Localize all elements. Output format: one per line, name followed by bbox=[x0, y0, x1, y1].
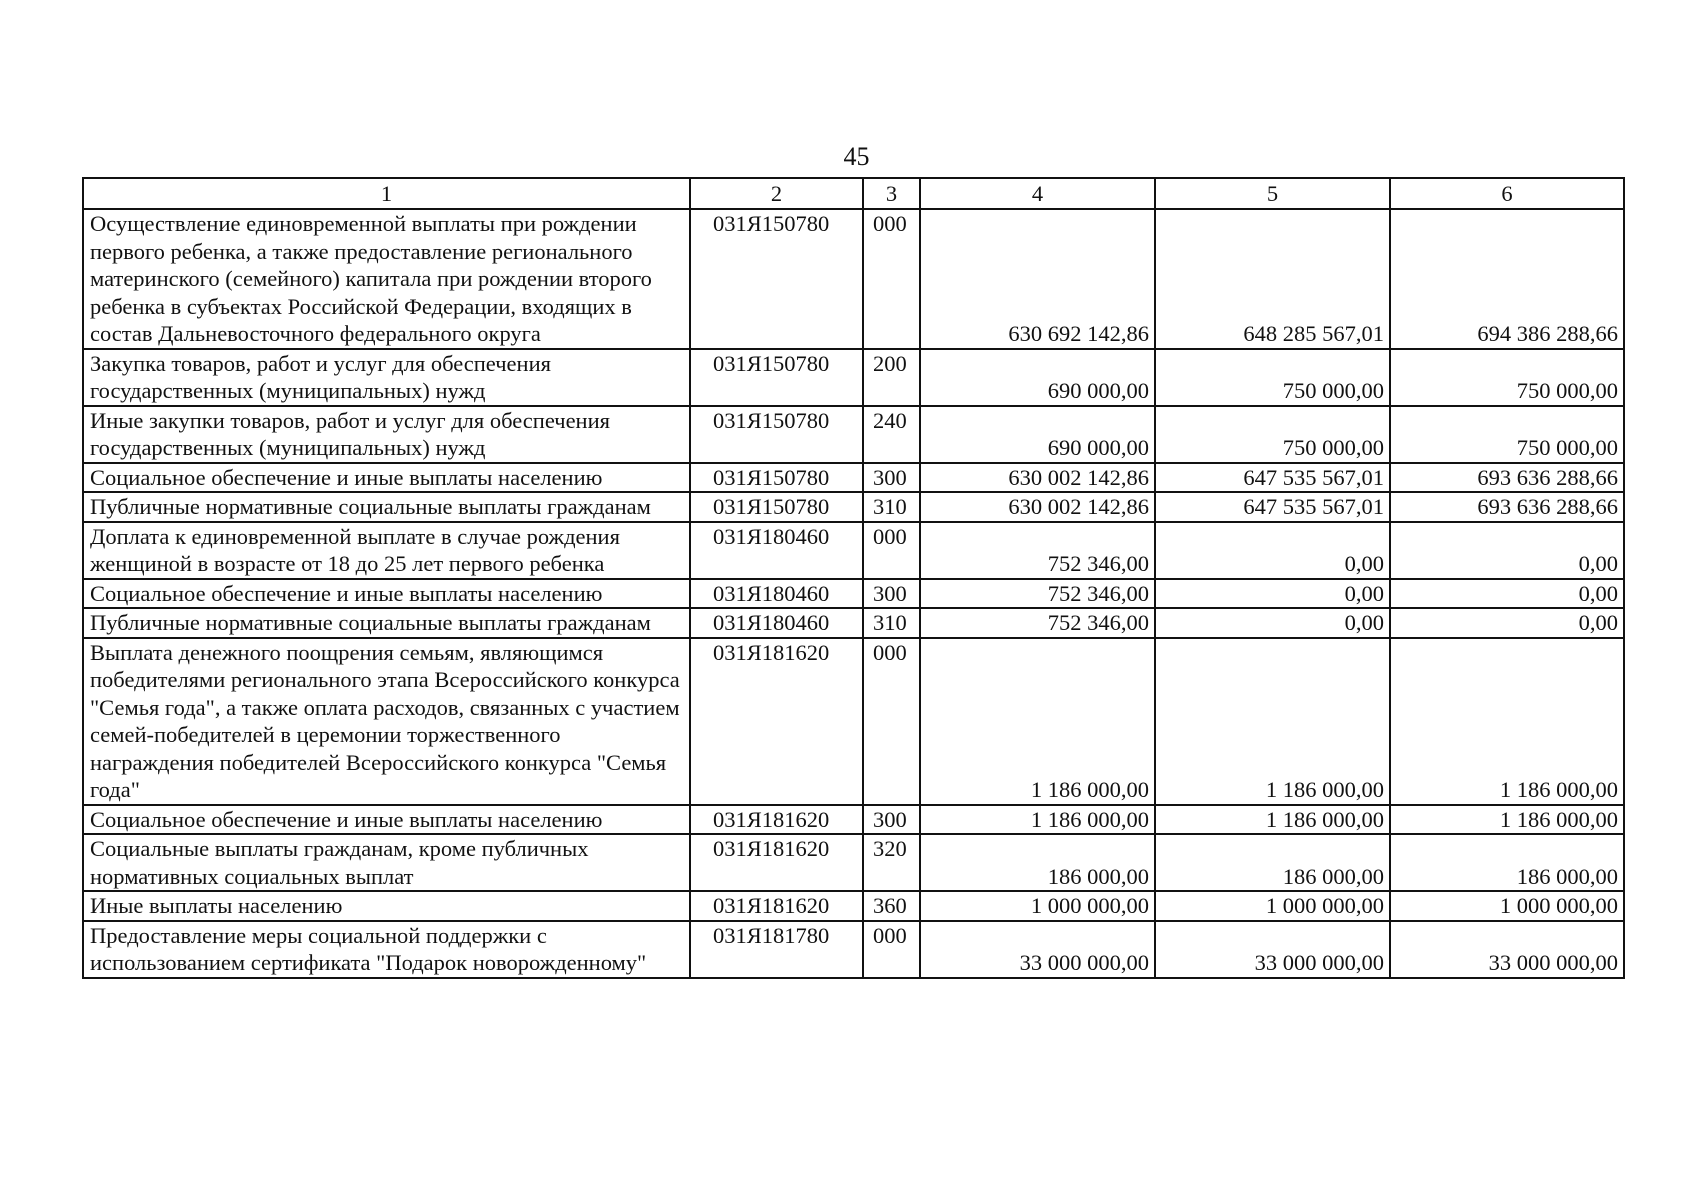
expense-name: Социальные выплаты гражданам, кроме публичных нормативных социальных выплат bbox=[83, 834, 690, 891]
amount-col-6: 0,00 bbox=[1390, 608, 1624, 638]
table-row bbox=[83, 579, 1624, 609]
target-article-code: 031Я150780 bbox=[690, 406, 863, 463]
column-header: 6 bbox=[1390, 178, 1624, 209]
amount-col-4: 186 000,00 bbox=[920, 834, 1155, 891]
amount-col-6: 1 000 000,00 bbox=[1390, 891, 1624, 921]
amount-col-5: 647 535 567,01 bbox=[1155, 463, 1390, 493]
expense-name: Публичные нормативные социальные выплаты гражданам bbox=[83, 492, 690, 522]
expense-type-code: 240 bbox=[863, 406, 920, 463]
amount-col-6: 693 636 288,66 bbox=[1390, 492, 1624, 522]
table-row bbox=[83, 608, 1624, 638]
table-header-row bbox=[83, 178, 1624, 209]
expense-name: Социальное обеспечение и иные выплаты населению bbox=[83, 579, 690, 609]
expense-type-code: 310 bbox=[863, 608, 920, 638]
target-article-code: 031Я181620 bbox=[690, 834, 863, 891]
expense-name: Выплата денежного поощрения семьям, являющимся победителями регионального этапа Всероссийского конкурса "Семья года", а также оплата расходов, связанных с участием семей-победителей в церемонии торжественного награждения победителей Всероссийского конкурса "Семья года" bbox=[83, 638, 690, 805]
amount-col-4: 1 186 000,00 bbox=[920, 638, 1155, 805]
expense-name: Иные выплаты населению bbox=[83, 891, 690, 921]
table-row bbox=[83, 209, 1624, 349]
amount-col-4: 690 000,00 bbox=[920, 406, 1155, 463]
expense-type-code: 000 bbox=[863, 638, 920, 805]
amount-col-5: 186 000,00 bbox=[1155, 834, 1390, 891]
target-article-code: 031Я180460 bbox=[690, 608, 863, 638]
amount-col-5: 648 285 567,01 bbox=[1155, 209, 1390, 349]
table-row bbox=[83, 406, 1624, 463]
expense-name: Социальное обеспечение и иные выплаты населению bbox=[83, 805, 690, 835]
expense-name: Закупка товаров, работ и услуг для обеспечения государственных (муниципальных) нужд bbox=[83, 349, 690, 406]
amount-col-4: 1 000 000,00 bbox=[920, 891, 1155, 921]
expense-name: Доплата к единовременной выплате в случае рождения женщиной в возрасте от 18 до 25 лет первого ребенка bbox=[83, 522, 690, 579]
amount-col-5: 750 000,00 bbox=[1155, 406, 1390, 463]
amount-col-5: 750 000,00 bbox=[1155, 349, 1390, 406]
column-header: 1 bbox=[83, 178, 690, 209]
amount-col-5: 0,00 bbox=[1155, 579, 1390, 609]
expense-type-code: 000 bbox=[863, 209, 920, 349]
expense-type-code: 000 bbox=[863, 921, 920, 978]
amount-col-6: 1 186 000,00 bbox=[1390, 638, 1624, 805]
amount-col-4: 752 346,00 bbox=[920, 608, 1155, 638]
table-row bbox=[83, 805, 1624, 835]
expense-type-code: 000 bbox=[863, 522, 920, 579]
target-article-code: 031Я181620 bbox=[690, 805, 863, 835]
target-article-code: 031Я150780 bbox=[690, 492, 863, 522]
amount-col-5: 1 000 000,00 bbox=[1155, 891, 1390, 921]
column-header: 2 bbox=[690, 178, 863, 209]
expense-type-code: 300 bbox=[863, 579, 920, 609]
table-row bbox=[83, 492, 1624, 522]
amount-col-6: 1 186 000,00 bbox=[1390, 805, 1624, 835]
amount-col-4: 33 000 000,00 bbox=[920, 921, 1155, 978]
amount-col-5: 1 186 000,00 bbox=[1155, 805, 1390, 835]
table-row bbox=[83, 891, 1624, 921]
table-row bbox=[83, 638, 1624, 805]
target-article-code: 031Я181620 bbox=[690, 638, 863, 805]
table-row bbox=[83, 349, 1624, 406]
target-article-code: 031Я180460 bbox=[690, 579, 863, 609]
expense-type-code: 320 bbox=[863, 834, 920, 891]
expense-type-code: 360 bbox=[863, 891, 920, 921]
expense-type-code: 200 bbox=[863, 349, 920, 406]
amount-col-4: 752 346,00 bbox=[920, 579, 1155, 609]
column-header: 3 bbox=[863, 178, 920, 209]
amount-col-6: 694 386 288,66 bbox=[1390, 209, 1624, 349]
table-row bbox=[83, 921, 1624, 978]
amount-col-6: 750 000,00 bbox=[1390, 349, 1624, 406]
amount-col-6: 186 000,00 bbox=[1390, 834, 1624, 891]
amount-col-6: 33 000 000,00 bbox=[1390, 921, 1624, 978]
amount-col-4: 630 002 142,86 bbox=[920, 463, 1155, 493]
target-article-code: 031Я181620 bbox=[690, 891, 863, 921]
expense-name: Иные закупки товаров, работ и услуг для обеспечения государственных (муниципальных) нужд bbox=[83, 406, 690, 463]
expense-type-code: 310 bbox=[863, 492, 920, 522]
target-article-code: 031Я180460 bbox=[690, 522, 863, 579]
amount-col-4: 690 000,00 bbox=[920, 349, 1155, 406]
amount-col-6: 693 636 288,66 bbox=[1390, 463, 1624, 493]
column-header: 5 bbox=[1155, 178, 1390, 209]
page-number: 45 bbox=[843, 142, 870, 171]
amount-col-4: 630 692 142,86 bbox=[920, 209, 1155, 349]
expense-type-code: 300 bbox=[863, 805, 920, 835]
amount-col-5: 647 535 567,01 bbox=[1155, 492, 1390, 522]
expense-name: Осуществление единовременной выплаты при рождении первого ребенка, а также предоставление регионального материнского (семейного) капитала при рождении второго ребенка в субъектах Российской Федерации, входящих в состав Дальневосточного федерального округа bbox=[83, 209, 690, 349]
target-article-code: 031Я150780 bbox=[690, 349, 863, 406]
amount-col-6: 0,00 bbox=[1390, 579, 1624, 609]
amount-col-5: 1 186 000,00 bbox=[1155, 638, 1390, 805]
amount-col-6: 0,00 bbox=[1390, 522, 1624, 579]
table-row bbox=[83, 834, 1624, 891]
target-article-code: 031Я150780 bbox=[690, 463, 863, 493]
table-row bbox=[83, 522, 1624, 579]
expense-name: Публичные нормативные социальные выплаты гражданам bbox=[83, 608, 690, 638]
amount-col-6: 750 000,00 bbox=[1390, 406, 1624, 463]
table-row bbox=[83, 463, 1624, 493]
expense-type-code: 300 bbox=[863, 463, 920, 493]
amount-col-5: 0,00 bbox=[1155, 608, 1390, 638]
target-article-code: 031Я150780 bbox=[690, 209, 863, 349]
amount-col-4: 1 186 000,00 bbox=[920, 805, 1155, 835]
target-article-code: 031Я181780 bbox=[690, 921, 863, 978]
amount-col-4: 752 346,00 bbox=[920, 522, 1155, 579]
expense-name: Предоставление меры социальной поддержки с использованием сертификата "Подарок новорожденному" bbox=[83, 921, 690, 978]
expense-name: Социальное обеспечение и иные выплаты населению bbox=[83, 463, 690, 493]
amount-col-5: 33 000 000,00 bbox=[1155, 921, 1390, 978]
amount-col-5: 0,00 bbox=[1155, 522, 1390, 579]
amount-col-4: 630 002 142,86 bbox=[920, 492, 1155, 522]
budget-table bbox=[82, 177, 1625, 979]
column-header: 4 bbox=[920, 178, 1155, 209]
